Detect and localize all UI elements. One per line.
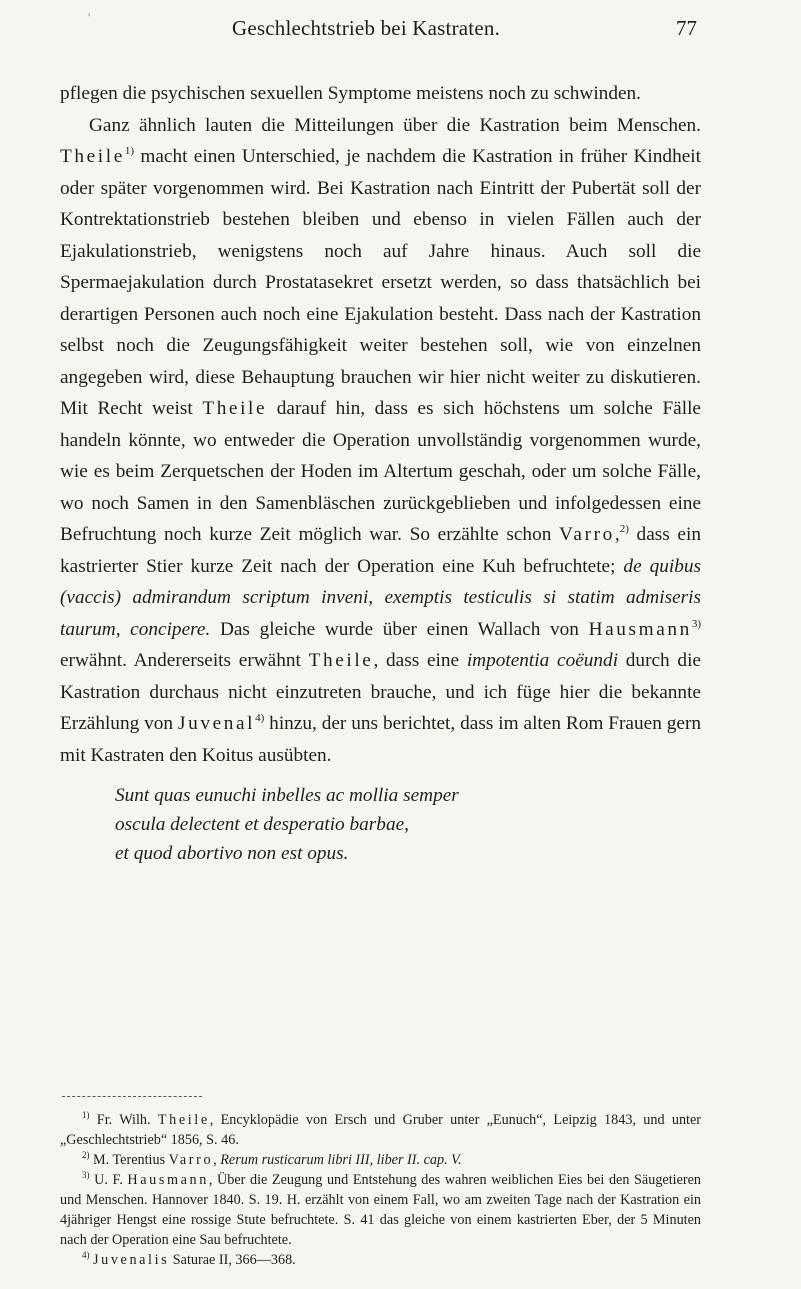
- footnote-4: [60, 1250, 701, 1270]
- text-run: Ganz ähnlich lauten die Mitteilungen über die Kastration beim Menschen.: [89, 114, 701, 136]
- text-run: darauf hin, dass es sich höchstens um solche Fälle handeln könnte, wo entweder die Operation unvollständig vorgenommen wurde, wie es beim Zerquetschen der Hoden im Altertum geschah, oder um solche Fälle, wo noch Samen in den Samenbläschen zurückgeblieben und infolgedessen eine Befruchtung noch kurze Zeit möglich war. So erzählte schon: [60, 398, 701, 545]
- text-run: ,: [614, 524, 620, 545]
- text-run: U. F.: [89, 1172, 128, 1188]
- text-run: macht einen Unterschied, je nachdem die Kastration in früher Kindheit oder später vorgenommen wird. Bei Kastration nach Eintritt der Pubertät soll der Kontrektationstrieb bestehen bleiben und ebenso in vielen Fällen auch der Ejakulationstrieb, wenigstens noch auf Jahre hinaus. Auch soll die Spermaejakulation durch Prostatasekret ersetzt werden, so dass thatsächlich bei derartigen Personen auch noch eine Ejakulation besteht. Dass nach der Kastration selbst noch die Zeugungsfähigkeit weiter bestehen soll, wie von einzelnen angegeben wird, diese Behauptung brauchen wir hier nicht weiter zu diskutieren. Mit Recht weist: [60, 146, 701, 419]
- author-name: Theile: [202, 398, 268, 419]
- paragraph-2: [60, 110, 701, 772]
- footnote-ref: 2): [619, 523, 629, 535]
- text-run: hinzu, der uns berichtet, dass im alten Rom Frauen gern mit Kastraten den Koitus ausübten.: [60, 713, 701, 766]
- footnote-separator: [62, 1096, 202, 1097]
- footnotes: [60, 1110, 701, 1270]
- poem-line-2: oscula delectent et desperatio barbae,: [115, 814, 409, 835]
- text-run: Rerum rusticarum libri III, liber II. cap. V.: [220, 1152, 462, 1168]
- footnote-3: [60, 1170, 701, 1250]
- text-run: pflegen die psychischen sexuellen Symptome meistens noch zu schwinden.: [60, 83, 641, 104]
- paragraph-1: [60, 78, 701, 110]
- text-run: , dass eine: [373, 650, 467, 671]
- text-run: Saturae II, 366—368.: [169, 1252, 296, 1268]
- author-name: Juvenalis: [93, 1252, 170, 1268]
- text-run: , Über die Zeugung und Entstehung des wahren weiblichen Eies bei den Säugetieren und Menschen. Hannover 1840. S. 19. H. erzählt von einem Fall, wo am zweiten Tage nach der Kastration ein 4jähriger Hengst eine rossige Stute befruchtete. S. 41 das gleiche von einem kastrierten Eber, der 5 Minuten nach der Operation eine Sau befruchtete.: [60, 1172, 702, 1248]
- text-run: erwähnt. Andererseits erwähnt: [60, 650, 309, 671]
- text-run: Das gleiche wurde über einen Wallach von: [210, 618, 589, 640]
- poem-line-1: Sunt quas eunuchi inbelles ac mollia semper: [115, 785, 459, 806]
- text-run: de quibus (vaccis) admirandum scriptum inveni, exemptis testiculis si statim admiseris taurum, concipere.: [60, 555, 701, 640]
- footnote-ref: 1): [124, 145, 135, 157]
- poem-line-3: et quod abortivo non est opus.: [115, 843, 349, 864]
- author-name: Varro: [168, 1152, 214, 1168]
- text-run: impotentia coëundi: [466, 650, 619, 671]
- author-name: Theile: [157, 1112, 210, 1128]
- footnote-1: [60, 1110, 701, 1150]
- text-run: ,: [213, 1152, 221, 1168]
- footnote-ref: 2): [82, 1150, 90, 1160]
- text-run: durch die Kastration durchaus nicht einzutreten brauche, und ich füge hier die bekannte Erzählung von: [60, 650, 701, 734]
- footnote-ref: 4): [82, 1250, 90, 1260]
- running-title: Geschlechtstrieb bei Kastraten.: [232, 16, 501, 40]
- author-name: Theile: [60, 146, 125, 167]
- latin-quotation: [115, 781, 701, 868]
- running-header: [60, 8, 697, 48]
- main-text: [60, 78, 701, 868]
- author-name: Hausmann: [588, 618, 692, 640]
- text-run: dass ein kastrierter Stier kurze Zeit nach der Operation eine Kuh befruchtete;: [60, 524, 701, 577]
- page-number: 77: [676, 16, 697, 40]
- footnote-ref: 3): [691, 617, 702, 630]
- text-run: , Encyklopädie von Ersch und Gruber unter „Eunuch“, Leipzig 1843, und unter „Geschlechtstrieb“ 1856, S. 46.: [60, 1112, 701, 1148]
- author-name: Varro: [559, 524, 615, 545]
- footnote-ref: 3): [82, 1170, 90, 1180]
- footnote-ref: 1): [82, 1110, 90, 1120]
- author-name: Juvenal: [177, 713, 256, 734]
- margin-mark: ': [88, 10, 91, 24]
- text-run: M. Terentius: [89, 1152, 169, 1168]
- author-name: Hausmann: [127, 1172, 209, 1188]
- author-name: Theile: [308, 650, 374, 671]
- footnote-2: [60, 1150, 701, 1170]
- footnote-ref: 4): [255, 712, 265, 724]
- text-run: Fr. Wilh.: [89, 1112, 158, 1128]
